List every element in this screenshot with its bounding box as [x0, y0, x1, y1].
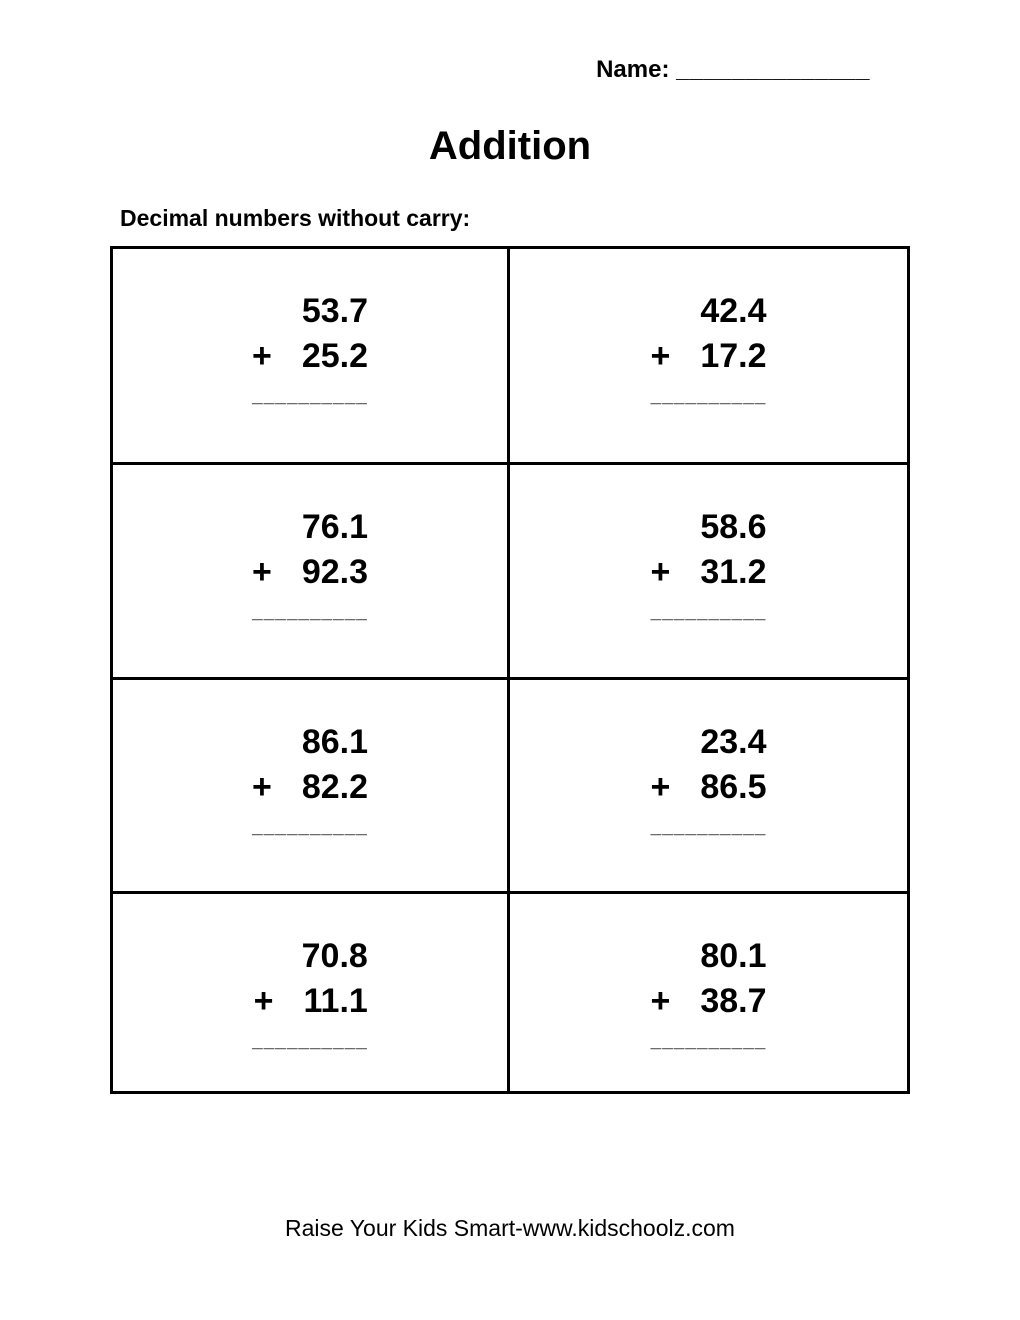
addition-problem	[252, 934, 368, 1091]
addition-problem	[650, 289, 766, 462]
answer-blank-line: __________	[650, 817, 767, 838]
operand-b: 38.7	[700, 982, 767, 1020]
plus-operator: +	[650, 768, 671, 806]
answer-blank-line: __________	[252, 1031, 368, 1052]
operand-b: 17.2	[700, 337, 767, 375]
operand-a: 23.4	[700, 723, 767, 761]
operand-b: 31.2	[700, 553, 767, 591]
plus-operator: +	[650, 553, 671, 591]
answer-blank-line: __________	[252, 386, 368, 407]
answer-blank-line: __________	[650, 1031, 767, 1052]
answer-blank-line: __________	[650, 602, 767, 623]
answer-blank-line: __________	[252, 817, 368, 838]
addition-problem	[252, 720, 368, 891]
name-blank-line: ______________	[676, 56, 870, 83]
addition-problem	[650, 720, 766, 891]
addition-problem	[650, 505, 766, 677]
problem-cell-3	[113, 465, 510, 680]
plus-operator: +	[251, 337, 272, 375]
problem-cell-6	[510, 680, 907, 894]
answer-blank-line: __________	[252, 602, 368, 623]
addition-problem	[650, 934, 766, 1091]
page-title: Addition	[428, 124, 592, 168]
plus-operator: +	[251, 768, 272, 806]
operand-a: 58.6	[700, 508, 767, 546]
answer-blank-line: __________	[650, 386, 767, 407]
operand-a: 70.8	[301, 937, 368, 975]
problem-cell-5	[113, 680, 510, 894]
plus-operator: +	[650, 337, 671, 375]
name-row	[0, 0, 1020, 84]
problem-cell-4	[510, 465, 907, 680]
plus-operator: +	[251, 553, 272, 591]
plus-operator: +	[650, 982, 671, 1020]
plus-operator: +	[253, 982, 274, 1020]
operand-a: 80.1	[700, 937, 767, 975]
footer-branding: Raise Your Kids Smart-www.kidschoolz.com	[285, 1215, 735, 1241]
operand-b: 86.5	[700, 768, 767, 806]
operand-a: 53.7	[301, 292, 369, 330]
worksheet-instructions: Decimal numbers without carry:	[120, 205, 471, 231]
name-label: Name:	[596, 56, 670, 83]
problems-table	[110, 246, 910, 1094]
operand-a: 76.1	[301, 508, 369, 546]
problem-cell-1	[113, 249, 510, 465]
operand-b: 82.2	[301, 768, 369, 806]
addition-problem	[252, 289, 368, 462]
problem-cell-7	[113, 894, 510, 1091]
problem-cell-8	[510, 894, 907, 1091]
problem-cell-2	[510, 249, 907, 465]
operand-b: 92.3	[301, 553, 369, 591]
addition-problem	[252, 505, 368, 677]
operand-b: 25.2	[301, 337, 369, 375]
operand-a: 86.1	[301, 723, 369, 761]
operand-a: 42.4	[700, 292, 767, 330]
operand-b: 11.1	[303, 982, 368, 1020]
